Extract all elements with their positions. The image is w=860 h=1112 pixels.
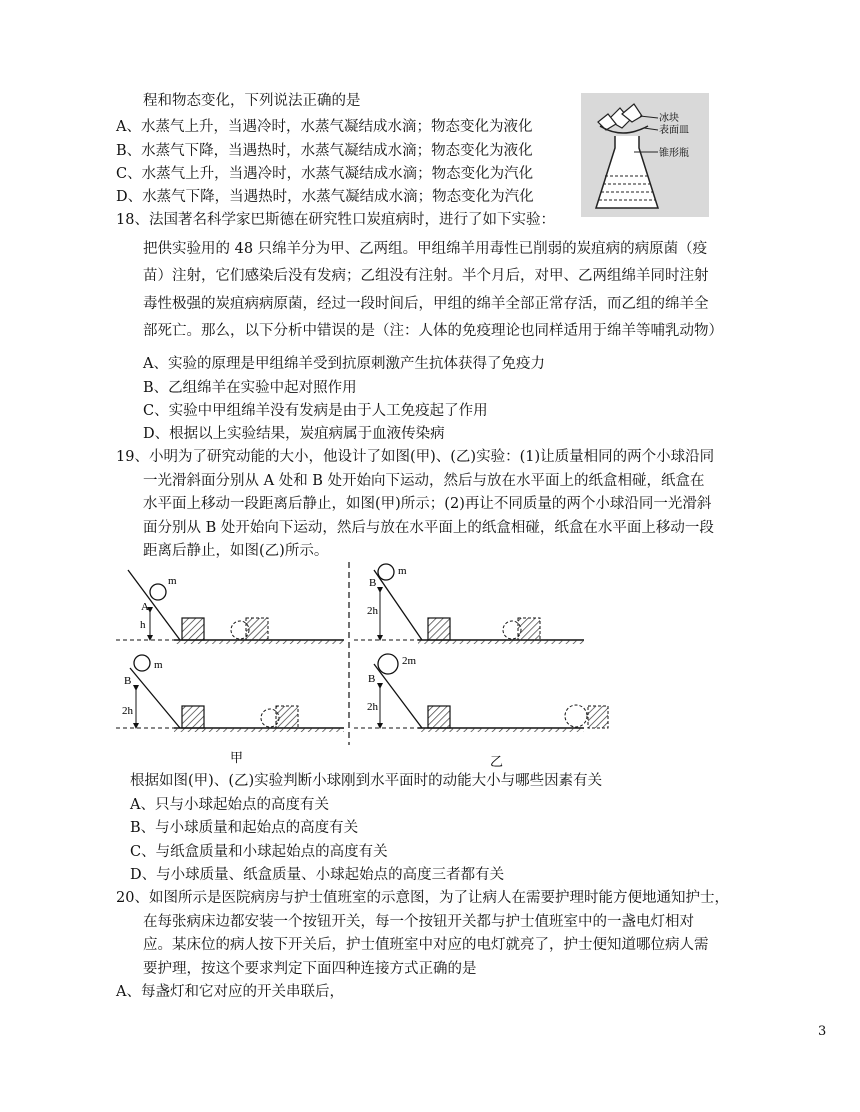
- q18-para-1: 把供实验用的 48 只绵羊分为甲、乙两组。甲组绵羊用毒性已削弱的炭疽病的病原菌（疫: [143, 241, 708, 257]
- q19-stem-3: 水平面上移动一段距离后静止，如图(甲)所示；(2)再让不同质量的两个小球沿同一光滑斜: [143, 496, 712, 512]
- svg-text:B: B: [124, 675, 132, 687]
- q18-option-a: A、实验的原理是甲组绵羊受到抗原刺激产生抗体获得了免疫力: [143, 356, 545, 372]
- q18-para-2: 苗）注射，它们感染后没有发病；乙组没有注射。半个月后，对甲、乙两组绵羊同时注射: [143, 268, 709, 284]
- q17-stem-tail: 程和物态变化，下列说法正确的是: [143, 93, 361, 109]
- svg-text:2h: 2h: [367, 701, 378, 713]
- svg-text:2h: 2h: [122, 705, 133, 717]
- q20-stem-1: 20、如图所示是医院病房与护士值班室的示意图，为了让病人在需要护理时能方便地通知护士，: [116, 890, 729, 906]
- q19-stem-4: 面分别从 B 处开始向下运动，然后与放在水平面上的纸盒相碰，纸盒在水平面上移动一段: [143, 520, 714, 536]
- q18-option-c: C、实验中甲组绵羊没有发病是由于人工免疫起了作用: [143, 403, 488, 419]
- svg-text:B: B: [368, 673, 376, 685]
- q17-option-c: C、水蒸气上升，当遇冷时，水蒸气凝结成水滴；物态变化为汽化: [116, 166, 534, 182]
- q20-stem-2: 在每张病床边都安装一个按钮开关，每一个按钮开关都与护士值班室中的一盏电灯相对: [143, 914, 694, 930]
- q19-option-b: B、与小球质量和起始点的高度有关: [130, 820, 359, 836]
- q18-para-4: 部死亡。那么，以下分析中错误的是（注：人体的免疫理论也同样适用于绵羊等哺乳动物）: [143, 323, 723, 339]
- svg-text:m: m: [398, 565, 407, 577]
- paper-box-icon: [182, 618, 204, 640]
- jia-bottom-panel: [116, 655, 344, 732]
- q19-stem-2: 一光滑斜面分别从 A 处和 B 处开始向下运动，然后与放在水平面上的纸盒相碰，纸盒在: [143, 473, 705, 489]
- page-number: 3: [818, 1024, 827, 1039]
- yi-caption: 乙: [490, 754, 504, 769]
- q20-stem-4: 要护理，按这个要求判定下面四种连接方式正确的是: [143, 961, 477, 977]
- q19-option-a: A、只与小球起始点的高度有关: [130, 797, 329, 813]
- flask-label: 锥形瓶: [659, 148, 689, 159]
- svg-text:m: m: [154, 659, 163, 671]
- q19-question: 根据如图(甲)、(乙)实验判断小球刚到水平面时的动能大小与哪些因素有关: [130, 773, 603, 789]
- q18-option-d: D、根据以上实验结果，炭疽病属于血液传染病: [143, 426, 445, 442]
- q18-para-3: 毒性极强的炭疽病病原菌，经过一段时间后，甲组的绵羊全部正常存活，而乙组的绵羊全: [143, 296, 709, 312]
- q19-option-d: D、与小球质量、纸盒质量、小球起始点的高度三者都有关: [130, 867, 505, 883]
- yi-bottom-panel: [354, 654, 608, 732]
- q17-option-d: D、水蒸气下降，当遇热时，水蒸气凝结成水滴；物态变化为汽化: [116, 189, 534, 205]
- svg-text:m: m: [168, 575, 177, 587]
- q19-option-c: C、与纸盒质量和小球起始点的高度有关: [130, 844, 388, 860]
- svg-text:2m: 2m: [402, 655, 417, 667]
- q17-figure: [578, 90, 730, 222]
- svg-text:2h: 2h: [367, 605, 378, 617]
- svg-text:A: A: [141, 601, 149, 613]
- jia-caption: 甲: [230, 750, 244, 765]
- q19-stem-5: 距离后静止，如图(乙)所示。: [143, 543, 329, 559]
- ice-label: 冰块: [659, 113, 679, 124]
- jia-top-panel: [116, 570, 344, 644]
- yi-top-panel: [354, 564, 584, 644]
- q17-option-b: B、水蒸气下降，当遇热时，水蒸气凝结成水滴；物态变化为液化: [116, 143, 533, 159]
- ball-icon: [150, 584, 166, 600]
- q20-option-a: A、每盏灯和它对应的开关串联后，: [116, 984, 344, 1000]
- q20-stem-3: 应。某床位的病人按下开关后，护士值班室中对应的电灯就亮了，护士便知道哪位病人需: [143, 937, 709, 953]
- q19-stem-1: 19、小明为了研究动能的大小，他设计了如图(甲)、(乙)实验：(1)让质量相同的两个小球沿同: [116, 449, 715, 465]
- q17-option-a: A、水蒸气上升，当遇冷时，水蒸气凝结成水滴；物态变化为液化: [116, 119, 533, 135]
- q18-intro: 18、法国著名科学家巴斯德在研究牲口炭疽病时，进行了如下实验：: [116, 212, 555, 228]
- q18-option-b: B、乙组绵羊在实验中起对照作用: [143, 380, 357, 396]
- svg-text:B: B: [369, 577, 377, 589]
- dish-label: 表面皿: [659, 125, 689, 136]
- svg-text:h: h: [140, 619, 146, 631]
- q19-figure: [112, 560, 612, 772]
